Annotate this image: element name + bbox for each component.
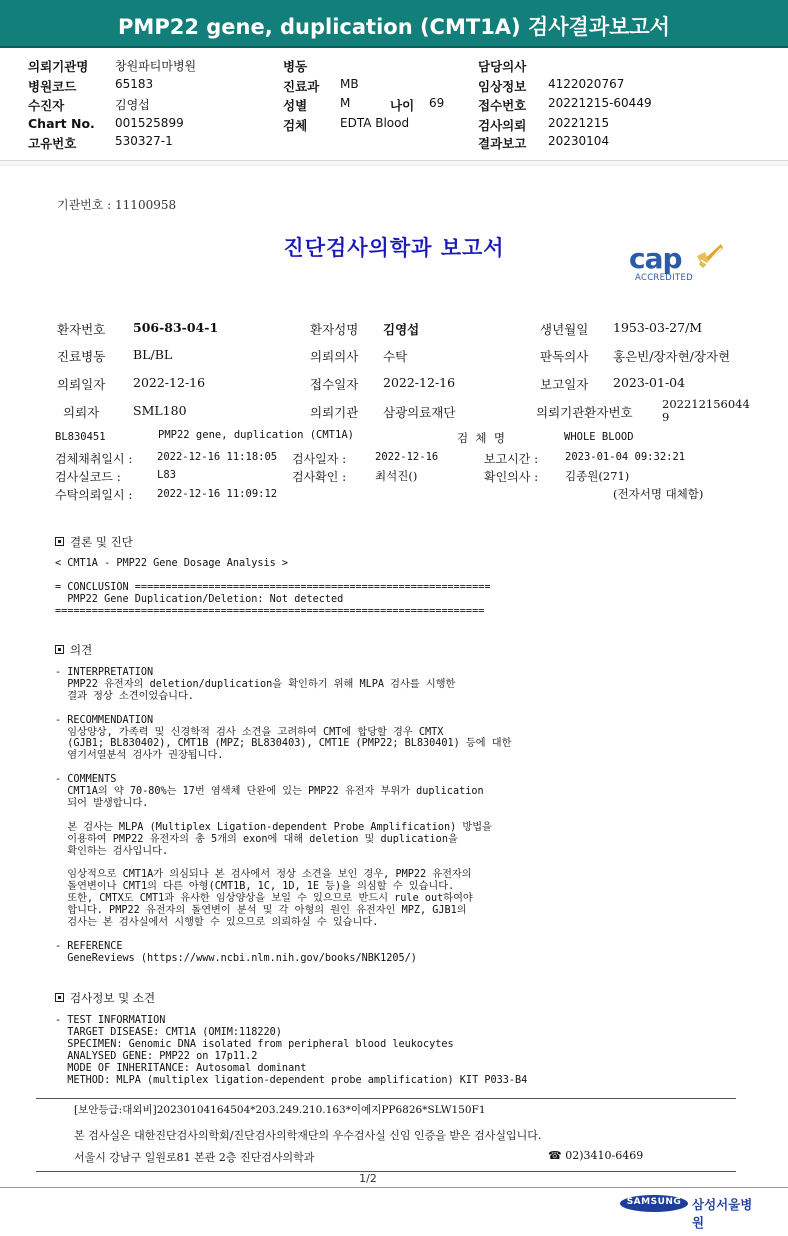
value-requesting-institution: 삼광의료재단 bbox=[383, 405, 456, 420]
section-opinion-body: - INTERPRETATION PMP22 유전자의 deletion/duplication을 확인하기 위해 MLPA 검사를 시행한 결과 정상 소견이었습니다. - RECOMMENDATION 임상양상, 가족력 및 신경학적 검사 소견을 고려하여 CMT에 합당할 경우 CMTX (GJB1; BL830402), CMT1B (MPZ; BL830403), CMT1E (PMP22; BL830401) 등에 대한 염기서열분석 검사가 권장됩니다. - COMMENTS CMT1A의 약 70-80%는 17번 염색체 단완에 있는 PMP22 유전자 부위가 duplication 되어 발생합니다. 본 검사는 MLPA (Multiplex Ligation-dependent Probe Amplification) 방법을 이용하여 PMP22 유전자의 총 5개의 exon에 대해 deletion 및 duplication을 확인하는 검사입니다. 임상적으로 CMT1A가 의심되나 본 검사에서 정상 소견을 보인 경우, PMP22 유전자의 돌연변이나 CMT1의 다른 아형(CMT1B, 1C, 1D, 1E 등)을 의심할 수 있습니다. 또한, CMTX도 CMT1과 유사한 임상양상을 보일 수 있으므로 반드시 rule out하여야 합니다. PMP22 유전자의 돌연변이 분석 및 각 아형의 원인 유전자인 MPZ, GJB1의 검사는 본 검사실에서 시행할 수 있으므로 의뢰하실 수 있습니다. - REFERENCE GeneReviews (https://www.ncbi.nlm.nih.gov/books/NBK1205/) bbox=[55, 667, 512, 964]
header-label-unique-no: 고유번호 bbox=[28, 136, 77, 151]
label-requesting-institution: 의뢰기관 bbox=[310, 405, 359, 420]
label-ward: 진료병동 bbox=[57, 349, 106, 364]
value-test-date: 2022-12-16 bbox=[375, 451, 439, 463]
section-conclusion-heading bbox=[55, 534, 133, 550]
header-value-test-request: 20221215 bbox=[548, 116, 610, 130]
value-requesting-doctor: 수탁 bbox=[383, 349, 408, 364]
header-label-receipt-no: 접수번호 bbox=[478, 98, 527, 113]
header-value-hospital-code: 65183 bbox=[115, 77, 154, 91]
label-request-date: 의뢰일자 bbox=[57, 377, 106, 392]
window-title: PMP22 gene, duplication (CMT1A) 검사결과보고서 bbox=[118, 15, 670, 39]
hospital-name: 삼성서울병원 bbox=[692, 1197, 753, 1230]
header-label-requesting-institution: 의뢰기관명 bbox=[28, 59, 89, 74]
label-report-date: 보고일자 bbox=[540, 377, 589, 392]
report-title: 진단검사의학과 보고서 bbox=[283, 235, 505, 260]
header-value-sex: M bbox=[340, 96, 351, 110]
cap-logo-word: cap bbox=[629, 242, 682, 275]
header-separator bbox=[0, 160, 788, 166]
section-opinion-title: 의견 bbox=[70, 643, 93, 657]
cap-checkmark-icon bbox=[695, 242, 725, 270]
header-label-sex: 성별 bbox=[283, 98, 308, 113]
value-requester: SML180 bbox=[133, 403, 187, 418]
section-testinfo-body: - TEST INFORMATION TARGET DISEASE: CMT1A (OMIM:118220) SPECIMEN: Genomic DNA isolated from peripheral blood leukocytes ANALYSED GENE: PMP22 on 17p11.2 MODE OF INHERITANCE: Autosomal dominant METHOD: MLPA (multiplex ligation-dependent probe amplification) KIT P033-B4 bbox=[55, 1015, 528, 1086]
label-collection-time: 검체채취일시 : bbox=[55, 452, 133, 466]
label-receipt-date: 접수일자 bbox=[310, 377, 359, 392]
cap-logo-accredited: ACCREDITED bbox=[635, 273, 693, 283]
institution-number: 기관번호 : 11100958 bbox=[57, 198, 177, 212]
electronic-signature-note: (전자서명 대체함) bbox=[613, 487, 704, 501]
label-reading-doctor: 판독의사 bbox=[540, 349, 589, 364]
header-label-chart-no: Chart No. bbox=[28, 116, 95, 131]
section-opinion-heading bbox=[55, 642, 92, 658]
header-value-clinical-info: 4122020767 bbox=[548, 77, 625, 91]
section-testinfo-heading bbox=[55, 990, 155, 1006]
label-test-confirm: 검사확인 : bbox=[292, 470, 347, 484]
label-consignment-time: 수탁의뢰일시 : bbox=[55, 488, 133, 502]
header-label-result-report: 결과보고 bbox=[478, 136, 527, 151]
cap-accredited-logo bbox=[627, 240, 731, 286]
label-patient-no: 환자번호 bbox=[57, 322, 106, 337]
header-label-test-request: 검사의뢰 bbox=[478, 118, 527, 133]
header-value-specimen: EDTA Blood bbox=[340, 116, 410, 130]
header-value-department: MB bbox=[340, 77, 359, 91]
address-line: 서울시 강남구 일원로81 본관 2층 진단검사의학과 bbox=[74, 1151, 315, 1164]
label-test-date: 검사일자 : bbox=[292, 452, 347, 466]
header-label-hospital-code: 병원코드 bbox=[28, 79, 77, 94]
header-label-specimen: 검체 bbox=[283, 118, 308, 133]
label-patient-name: 환자성명 bbox=[310, 322, 359, 337]
section-bullet-icon bbox=[55, 645, 64, 654]
header-value-receipt-no: 20221215-60449 bbox=[548, 96, 652, 110]
header-label-clinical-info: 임상정보 bbox=[478, 79, 527, 94]
label-specimen-name: 검 체 명 bbox=[457, 431, 505, 445]
label-dob: 생년월일 bbox=[540, 322, 589, 337]
label-lab-code: 검사실코드 : bbox=[55, 470, 121, 484]
certification-line: 본 검사실은 대한진단검사의학회/진단검사의학재단의 우수검사실 신임 인증을 받은 검사실입니다. bbox=[74, 1129, 542, 1142]
label-confirm-doctor: 확인의사 : bbox=[484, 470, 539, 484]
page-divider bbox=[0, 1187, 788, 1188]
page-number: 1/2 bbox=[359, 1172, 377, 1185]
value-confirm-doctor: 김종원(271) bbox=[565, 469, 630, 483]
value-ward: BL/BL bbox=[133, 347, 173, 362]
header-label-age: 나이 bbox=[390, 98, 415, 113]
security-line: [보안등급:대외비]20230104164504*203.249.210.163*이예지PP6826*SLW150F1 bbox=[74, 1104, 486, 1116]
value-specimen-name: WHOLE BLOOD bbox=[564, 431, 634, 443]
label-requesting-doctor: 의뢰의사 bbox=[310, 349, 359, 364]
header-label-department: 진료과 bbox=[283, 79, 320, 94]
header-value-examinee: 김영섭 bbox=[115, 98, 150, 112]
section-conclusion-title: 결론 및 진단 bbox=[70, 535, 133, 549]
samsung-wordmark: SAMSUNG bbox=[626, 1197, 682, 1207]
test-code: BL830451 bbox=[55, 431, 106, 443]
value-test-confirm: 최석진() bbox=[375, 469, 418, 483]
value-reading-doctor: 홍은빈/장자현/장자현 bbox=[613, 349, 731, 364]
samsung-hospital-logo bbox=[620, 1193, 760, 1230]
value-patient-name: 김영섭 bbox=[383, 322, 420, 337]
samsung-logo-icon bbox=[620, 1195, 688, 1212]
value-consignment-time: 2022-12-16 11:09:12 bbox=[157, 488, 278, 500]
section-bullet-icon bbox=[55, 537, 64, 546]
header-value-unique-no: 530327-1 bbox=[115, 134, 173, 148]
value-request-date: 2022-12-16 bbox=[133, 375, 206, 390]
test-name: PMP22 gene, duplication (CMT1A) bbox=[158, 429, 354, 441]
header-value-age: 69 bbox=[429, 96, 445, 110]
header-label-ward: 병동 bbox=[283, 59, 308, 74]
label-report-time: 보고시간 : bbox=[484, 452, 539, 466]
value-dob: 1953-03-27/M bbox=[613, 320, 703, 335]
title-bar bbox=[0, 0, 788, 48]
label-institution-patient-no: 의뢰기관환자번호 bbox=[536, 405, 633, 420]
value-institution-patient-no-line1: 202212156044 bbox=[662, 397, 750, 411]
section-testinfo-title: 검사정보 및 소견 bbox=[70, 991, 156, 1005]
value-report-time: 2023-01-04 09:32:21 bbox=[565, 451, 686, 463]
header-value-requesting-institution: 창원파티마병원 bbox=[115, 59, 197, 73]
phone-line: ☎ 02)3410-6469 bbox=[548, 1149, 644, 1162]
value-institution-patient-no-line2: 9 bbox=[662, 410, 670, 424]
value-receipt-date: 2022-12-16 bbox=[383, 375, 456, 390]
value-lab-code: L83 bbox=[157, 469, 176, 481]
label-requester: 의뢰자 bbox=[63, 405, 100, 420]
value-patient-no: 506-83-04-1 bbox=[133, 320, 219, 335]
section-bullet-icon bbox=[55, 993, 64, 1002]
header-label-attending-doctor: 담당의사 bbox=[478, 59, 527, 74]
value-report-date: 2023-01-04 bbox=[613, 375, 686, 390]
header-value-chart-no: 001525899 bbox=[115, 116, 184, 130]
header-label-examinee: 수진자 bbox=[28, 98, 65, 113]
value-collection-time: 2022-12-16 11:18:05 bbox=[157, 451, 278, 463]
section-conclusion-body: < CMT1A - PMP22 Gene Dosage Analysis > = CONCLUSION ========================================================== PMP22 Gene Duplication/Deletion: Not detected ====================================================================== bbox=[55, 558, 491, 617]
header-value-result-report: 20230104 bbox=[548, 134, 610, 148]
